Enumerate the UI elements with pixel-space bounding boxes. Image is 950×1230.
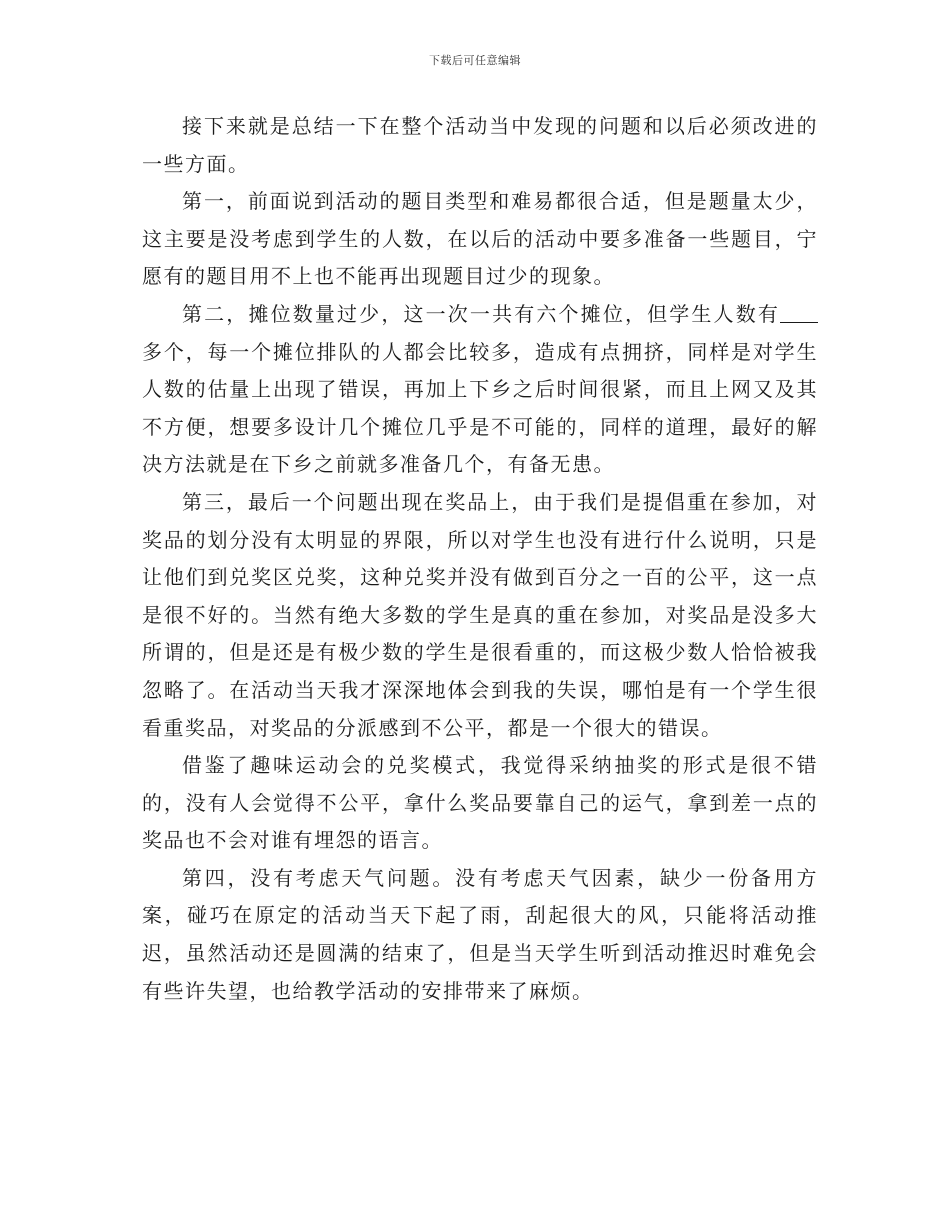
paragraph-lottery-suggestion: 借鉴了趣味运动会的兑奖模式，我觉得采纳抽奖的形式是很不错的，没有人会觉得不公平，拿什么奖品要靠自己的运气，拿到差一点的奖品也不会对谁有埋怨的语言。 [142, 753, 818, 853]
paragraph-second-issue-part2: 多个，每一个摊位排队的人都会比较多，造成有点拥挤，同样是对学生人数的估量上出现了错误，再加上下乡之后时间很紧，而且上网又及其不方便，想要多设计几个摊位几乎是不可能的，同样的道理，最好的解决方法就是在下乡之前就多准备几个，有备无患。 [142, 339, 818, 477]
paragraph-third-issue: 第三，最后一个问题出现在奖品上，由于我们是提倡重在参加，对奖品的划分没有太明显的界限，所以对学生也没有进行什么说明，只是让他们到兑奖区兑奖，这种兑奖并没有做到百分之一百的公平，这一点是很不好的。当然有绝大多数的学生是真的重在参加，对奖品是没多大所谓的，但是还是有极少数的学生是很看重的，而这极少数人恰恰被我忽略了。在活动当天我才深深地体会到我的失误，哪怕是有一个学生很看重奖品，对奖品的分派感到不公平，都是一个很大的错误。 [142, 489, 818, 740]
paragraph-intro: 接下来就是总结一下在整个活动当中发现的问题和以后必须改进的一些方面。 [142, 114, 818, 176]
page-header: 下载后可任意编辑 [429, 54, 521, 67]
document-body [142, 108, 818, 1010]
paragraph-second-issue [142, 296, 818, 484]
paragraph-second-issue-part1: 第二，摊位数量过少，这一次一共有六个摊位，但学生人数有 [182, 301, 780, 326]
paragraph-first-issue: 第一，前面说到活动的题目类型和难易都很合适，但是题量太少，这主要是没考虑到学生的人数，在以后的活动中要多准备一些题目，宁愿有的题目用不上也不能再出现题目过少的现象。 [142, 189, 818, 289]
paragraph-fourth-issue: 第四，没有考虑天气问题。没有考虑天气因素，缺少一份备用方案，碰巧在原定的活动当天下起了雨，刮起很大的风，只能将活动推迟，虽然活动还是圆满的结束了，但是当天学生听到活动推迟时难免会有些许失望，也给教学活动的安排带来了麻烦。 [142, 865, 818, 1003]
fill-in-blank [780, 302, 818, 323]
